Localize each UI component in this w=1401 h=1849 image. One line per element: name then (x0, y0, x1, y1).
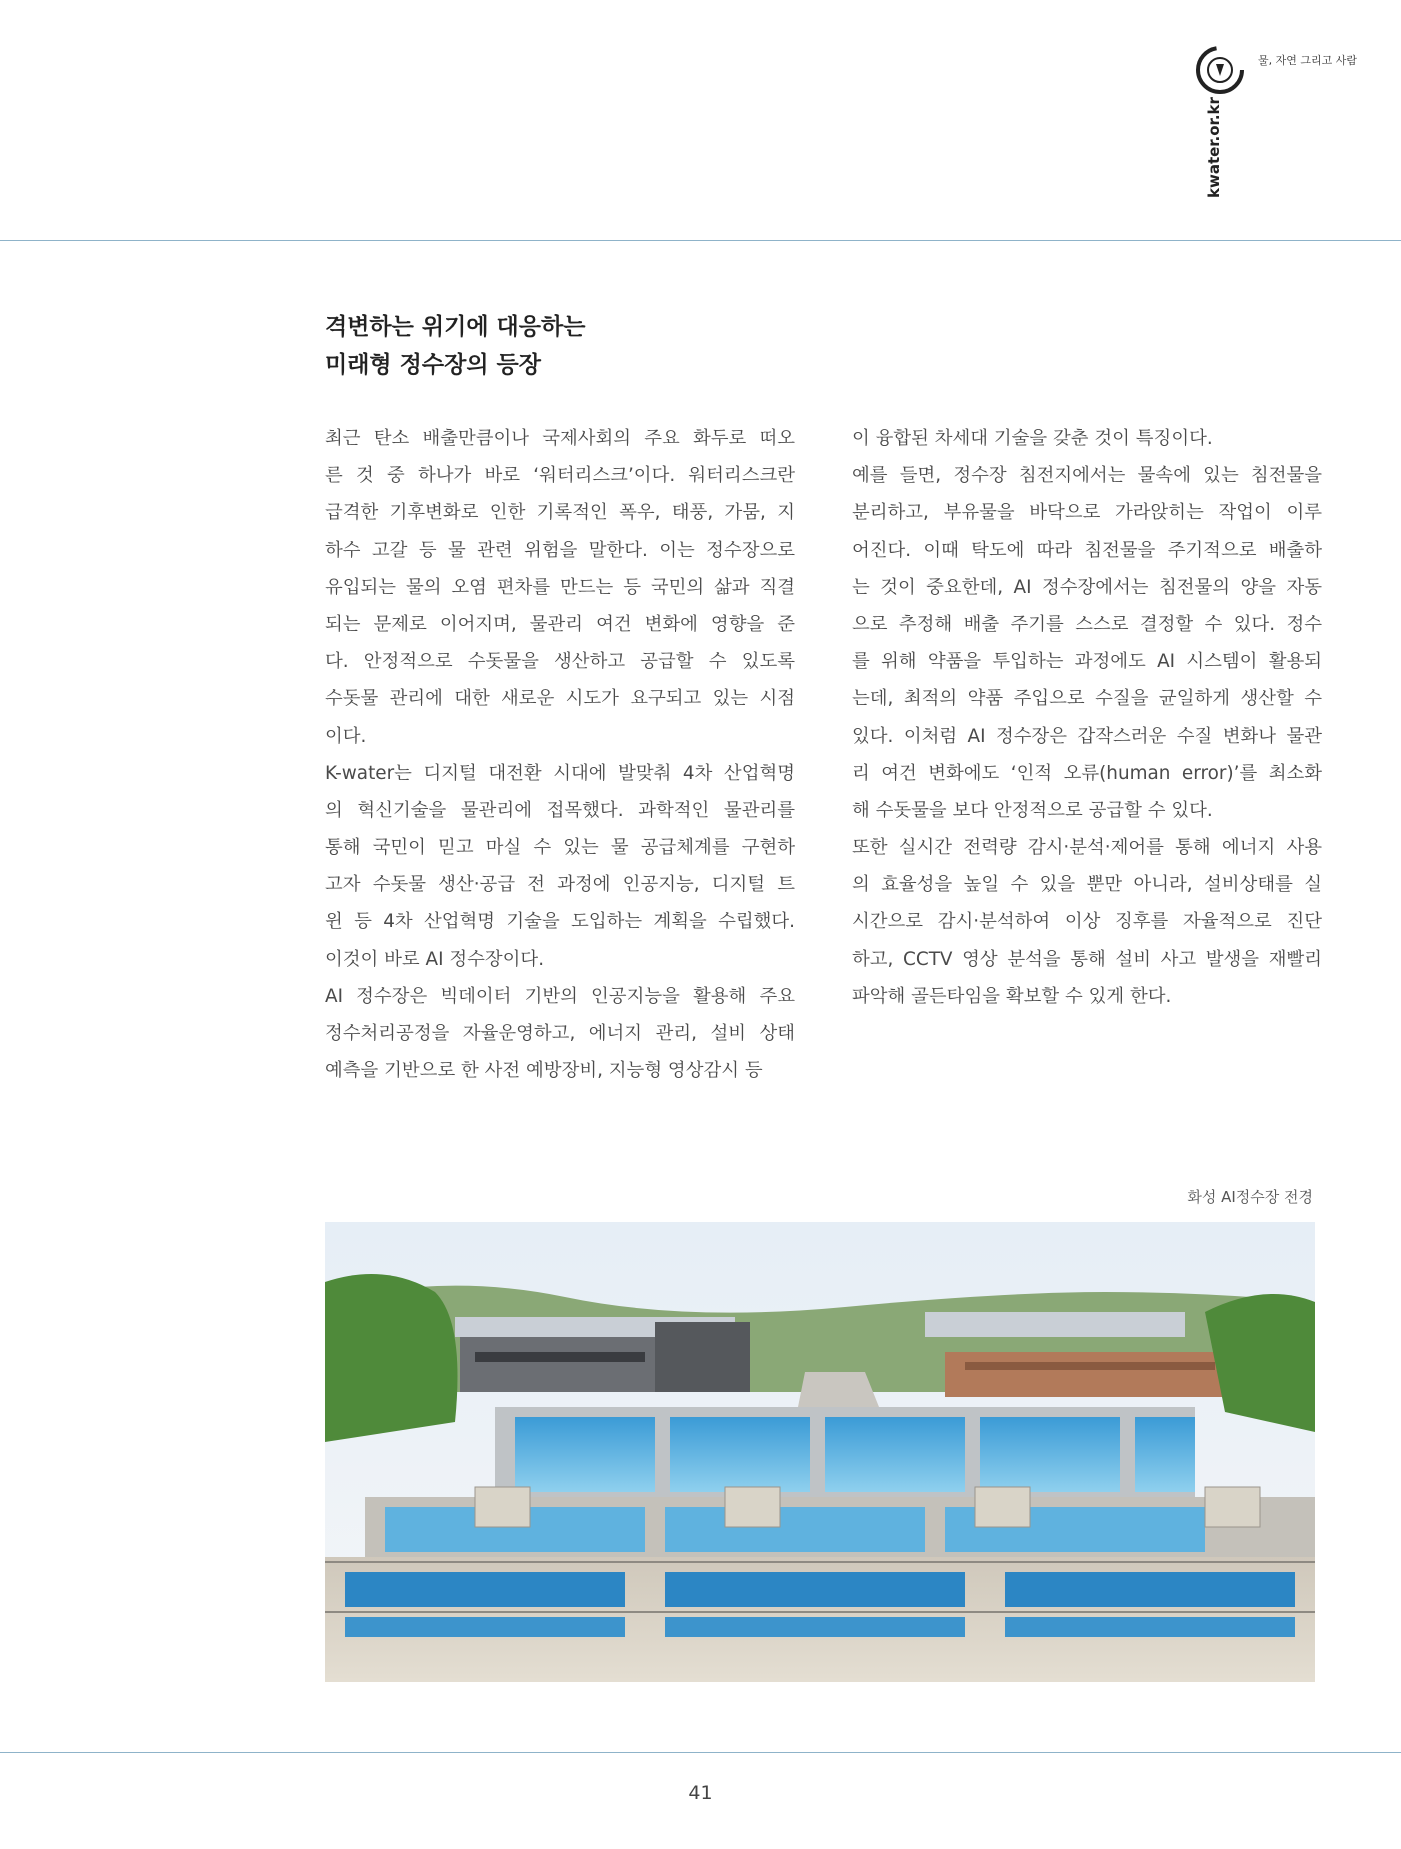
photo-caption: 화성 AI정수장 전경 (1187, 1188, 1313, 1206)
body-text-line: 급격한 기후변화로 인한 기록적인 폭우, 태풍, 가뭄, 지 (325, 502, 795, 524)
body-text-line: 하고, CCTV 영상 분석을 통해 설비 사고 발생을 재빨리 (852, 948, 1322, 970)
section-heading (325, 308, 585, 384)
page-number: 41 (688, 1782, 713, 1804)
top-divider (0, 240, 1401, 241)
heading-line-1: 격변하는 위기에 대응하는 (325, 314, 586, 340)
body-text-line: 이 융합된 차세대 기술을 갖춘 것이 특징이다. (852, 428, 1213, 449)
body-text-line: 고자 수돗물 생산·공급 전 과정에 인공지능, 디지털 트 (325, 874, 795, 896)
header-tagline: 물, 자연 그리고 사람 (1258, 54, 1357, 67)
body-text-line: 의 혁신기술을 물관리에 접목했다. 과학적인 물관리를 (325, 799, 795, 821)
body-text-line: 되는 문제로 이어지며, 물관리 여건 변화에 영향을 준 (325, 613, 795, 635)
body-text-line: 수돗물 관리에 대한 새로운 시도가 요구되고 있는 시점 (325, 688, 795, 710)
kwater-logo-icon (1190, 40, 1260, 100)
plant-photo-illustration (325, 1222, 1315, 1682)
body-text-line: 른 것 중 하나가 바로 ‘워터리스크’이다. 워터리스크란 (325, 465, 795, 487)
body-text-line: 예측을 기반으로 한 사전 예방장비, 지능형 영상감시 등 (325, 1060, 763, 1082)
body-column-left (325, 420, 795, 1089)
body-text-line: 리 여건 변화에도 ‘인적 오류(human error)’를 최소화 (852, 762, 1322, 784)
body-text-line: 의 효율성을 높일 수 있을 뿐만 아니라, 설비상태를 실 (852, 874, 1322, 896)
body-text-line: 으로 추정해 배출 주기를 스스로 결정할 수 있다. 정수 (852, 613, 1322, 635)
body-text-line: 어진다. 이때 탁도에 따라 침전물을 주기적으로 배출하 (852, 539, 1322, 561)
body-text-line: 를 위해 약품을 투입하는 과정에도 AI 시스템이 활용되 (852, 651, 1322, 673)
body-column-right (852, 420, 1322, 1015)
body-text-line: 이것이 바로 AI 정수장이다. (325, 948, 545, 970)
body-text-line: 있다. 이처럼 AI 정수장은 갑작스러운 수질 변화나 물관 (852, 725, 1322, 747)
body-text-line: 유입되는 물의 오염 편차를 만드는 등 국민의 삶과 직결 (325, 576, 795, 598)
body-text-line: 정수처리공정을 자율운영하고, 에너지 관리, 설비 상태 (325, 1023, 795, 1044)
body-text-line: 는데, 최적의 약품 주입으로 수질을 균일하게 생산할 수 (852, 688, 1322, 710)
body-text-line: 파악해 골든타임을 확보할 수 있게 한다. (852, 985, 1172, 1007)
bottom-divider (0, 1752, 1401, 1753)
heading-line-2: 미래형 정수장의 등장 (325, 352, 541, 378)
body-text-line: 하수 고갈 등 물 관련 위험을 말한다. 이는 정수장으로 (325, 539, 795, 561)
body-text-line: 분리하고, 부유물을 바닥으로 가라앉히는 작업이 이루 (852, 502, 1322, 524)
body-text-line: AI 정수장은 빅데이터 기반의 인공지능을 활용해 주요 (325, 985, 795, 1007)
body-text-line: K-water는 디지털 대전환 시대에 발맞춰 4차 산업혁명 (325, 762, 795, 784)
water-treatment-plant-photo (325, 1222, 1315, 1682)
body-text-line: 시간으로 감시·분석하여 이상 징후를 자율적으로 진단 (852, 911, 1322, 933)
body-text-line: 또한 실시간 전력량 감시·분석·제어를 통해 에너지 사용 (852, 837, 1322, 859)
body-text-line: 이다. (325, 725, 367, 747)
body-text-line: 최근 탄소 배출만큼이나 국제사회의 주요 화두로 떠오 (325, 428, 795, 449)
body-text-line: 는 것이 중요한데, AI 정수장에서는 침전물의 양을 자동 (852, 576, 1322, 598)
body-text-line: 예를 들면, 정수장 침전지에서는 물속에 있는 침전물을 (852, 465, 1322, 487)
header-url-text: kwater.or.kr (1205, 97, 1223, 198)
header-url (1204, 80, 1224, 200)
body-text-line: 다. 안정적으로 수돗물을 생산하고 공급할 수 있도록 (325, 651, 795, 673)
body-text-line: 해 수돗물을 보다 안정적으로 공급할 수 있다. (852, 799, 1213, 821)
body-text-line: 통해 국민이 믿고 마실 수 있는 물 공급체계를 구현하 (325, 837, 795, 859)
body-text-line: 윈 등 4차 산업혁명 기술을 도입하는 계획을 수립했다. (325, 911, 795, 933)
